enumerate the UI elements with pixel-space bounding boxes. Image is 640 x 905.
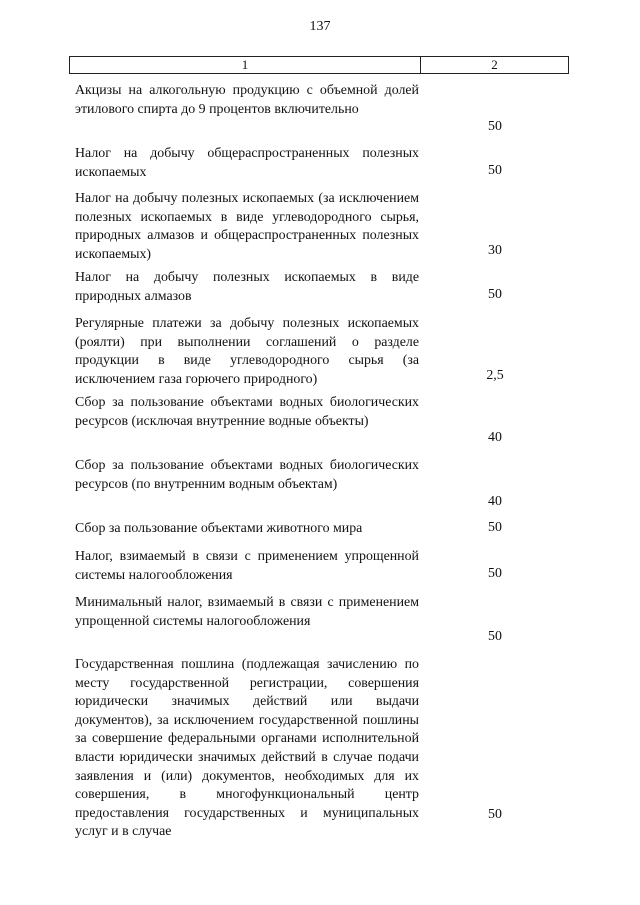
row-value: 50 [488,807,502,822]
row-value: 30 [488,243,502,258]
page-number: 137 [309,19,331,34]
row-value: 50 [488,566,502,581]
row-description: Регулярные платежи за добычу полезных ископаемых (роялти) при выполнении соглашений о разделе продукции в виде углеводородного сырья (за исключением газа горючего природного) [75,316,419,387]
row-value: 2,5 [486,368,504,383]
column-header-1: 1 [70,57,421,73]
row-description: Сбор за пользование объектами водных биологических ресурсов (исключая внутренние водные объекты) [75,395,419,429]
table-header [69,56,569,74]
row-description: Налог, взимаемый в связи с применением упрощенной системы налогообложения [75,549,419,583]
row-value: 40 [488,494,502,509]
row-description: Минимальный налог, взимаемый в связи с применением упрощенной системы налогообложения [75,595,419,629]
row-description: Сбор за пользование объектами животного мира [75,521,363,536]
row-value: 50 [488,287,502,302]
row-description: Налог на добычу полезных ископаемых в виде природных алмазов [75,270,419,304]
row-value: 50 [488,163,502,178]
column-header-2: 2 [491,57,498,72]
row-value: 50 [488,119,502,134]
row-description: Сбор за пользование объектами водных биологических ресурсов (по внутренним водным объектам) [75,458,419,492]
row-description: Акцизы на алкогольную продукцию с объемной долей этилового спирта до 9 процентов включительно [75,83,419,117]
row-value: 40 [488,430,502,445]
row-value: 50 [488,629,502,644]
row-value: 50 [488,520,502,535]
row-description: Государственная пошлина (подлежащая зачислению по месту государственной регистрации, совершения юридически значимых действий или выдачи документов), за исключением государственной пошлины за совершение федеральными органами исполнительной власти юридически значимых действий в случае подачи заявления и (или) документов, необходимых для их совершения, в многофункциональный центр предоставления государственных и муниципальных услуг и в случае [75,657,419,840]
row-description: Налог на добычу полезных ископаемых (за исключением полезных ископаемых в виде углеводородного сырья, природных алмазов и общераспространенных полезных ископаемых) [75,191,419,262]
row-description: Налог на добычу общераспространенных полезных ископаемых [75,146,419,180]
